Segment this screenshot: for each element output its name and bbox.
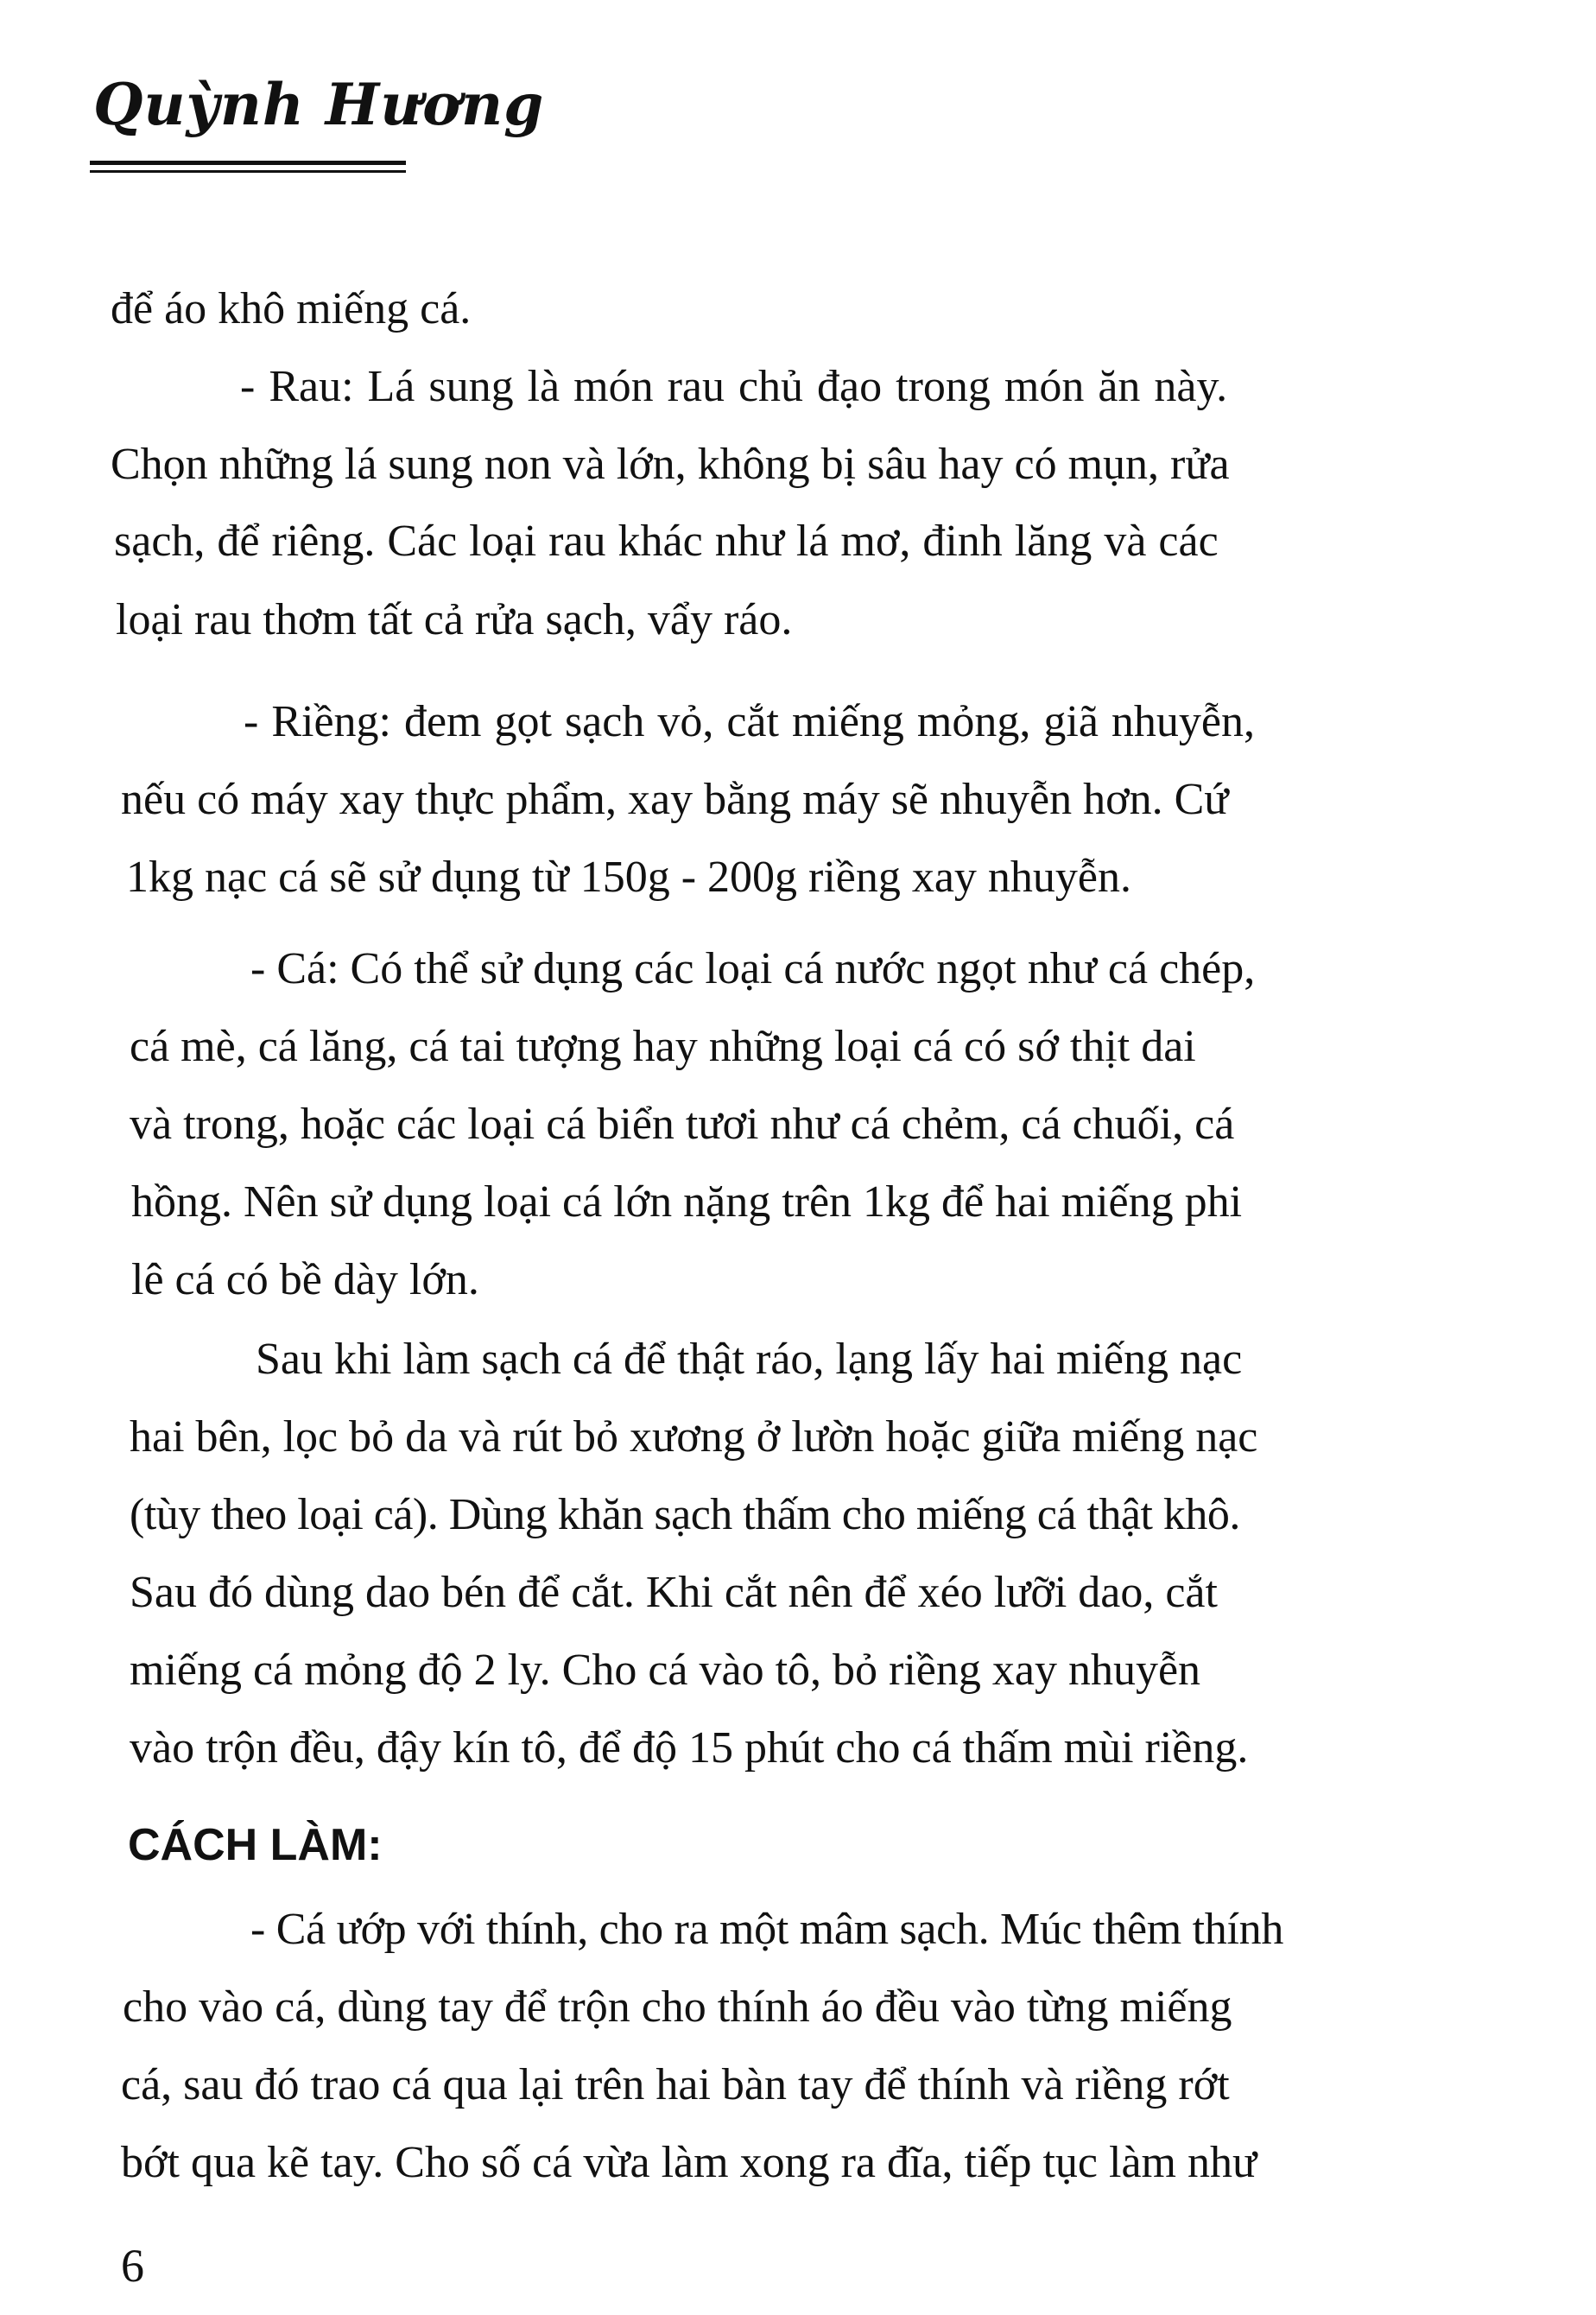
body-line: - Cá ướp với thính, cho ra một mâm sạch. Múc thêm thính bbox=[250, 1905, 1284, 1954]
body-line: - Cá: Có thể sử dụng các loại cá nước ngọt như cá chép, bbox=[250, 944, 1256, 993]
header-rule bbox=[90, 161, 406, 165]
body-line: (tùy theo loại cá). Dùng khăn sạch thấm cho miếng cá thật khô. bbox=[130, 1490, 1240, 1539]
body-line: cá mè, cá lăng, cá tai tượng hay những loại cá có sớ thịt dai bbox=[130, 1022, 1196, 1071]
page-number: 6 bbox=[121, 2240, 144, 2292]
body-line: cá, sau đó trao cá qua lại trên hai bàn tay để thính và riềng rớt bbox=[121, 2060, 1230, 2109]
body-line: lê cá có bề dày lớn. bbox=[131, 1255, 479, 1304]
body-line: - Riềng: đem gọt sạch vỏ, cắt miếng mỏng, giã nhuyễn, bbox=[244, 697, 1255, 746]
body-line: nếu có máy xay thực phẩm, xay bằng máy sẽ nhuyễn hơn. Cứ bbox=[121, 775, 1229, 824]
running-header-author: Quỳnh Hương bbox=[93, 71, 545, 138]
body-line: cho vào cá, dùng tay để trộn cho thính áo đều vào từng miếng bbox=[123, 1982, 1232, 2032]
body-line: miếng cá mỏng độ 2 ly. Cho cá vào tô, bỏ riềng xay nhuyễn bbox=[130, 1646, 1201, 1695]
header-rule bbox=[90, 170, 406, 173]
body-line: Sau đó dùng dao bén để cắt. Khi cắt nên để xéo lưỡi dao, cắt bbox=[130, 1568, 1218, 1617]
body-line: hai bên, lọc bỏ da và rút bỏ xương ở lườn hoặc giữa miếng nạc bbox=[130, 1412, 1258, 1462]
body-line: hồng. Nên sử dụng loại cá lớn nặng trên 1kg để hai miếng phi bbox=[131, 1177, 1243, 1227]
body-line: sạch, để riêng. Các loại rau khác như lá mơ, đinh lăng và các bbox=[114, 517, 1219, 566]
section-heading: CÁCH LÀM: bbox=[128, 1820, 383, 1870]
body-line: bớt qua kẽ tay. Cho số cá vừa làm xong ra đĩa, tiếp tục làm như bbox=[121, 2138, 1257, 2187]
body-line: Sau khi làm sạch cá để thật ráo, lạng lấy hai miếng nạc bbox=[256, 1335, 1243, 1384]
body-line: Chọn những lá sung non và lớn, không bị sâu hay có mụn, rửa bbox=[111, 440, 1230, 489]
body-line: để áo khô miếng cá. bbox=[111, 284, 472, 333]
body-line: - Rau: Lá sung là món rau chủ đạo trong món ăn này. bbox=[240, 362, 1228, 411]
body-line: 1kg nạc cá sẽ sử dụng từ 150g - 200g riềng xay nhuyễn. bbox=[126, 853, 1132, 902]
body-line: và trong, hoặc các loại cá biển tươi như cá chẻm, cá chuối, cá bbox=[130, 1100, 1235, 1149]
body-line: vào trộn đều, đậy kín tô, để độ 15 phút cho cá thấm mùi riềng. bbox=[130, 1723, 1249, 1773]
body-line: loại rau thơm tất cả rửa sạch, vẩy ráo. bbox=[116, 595, 793, 644]
